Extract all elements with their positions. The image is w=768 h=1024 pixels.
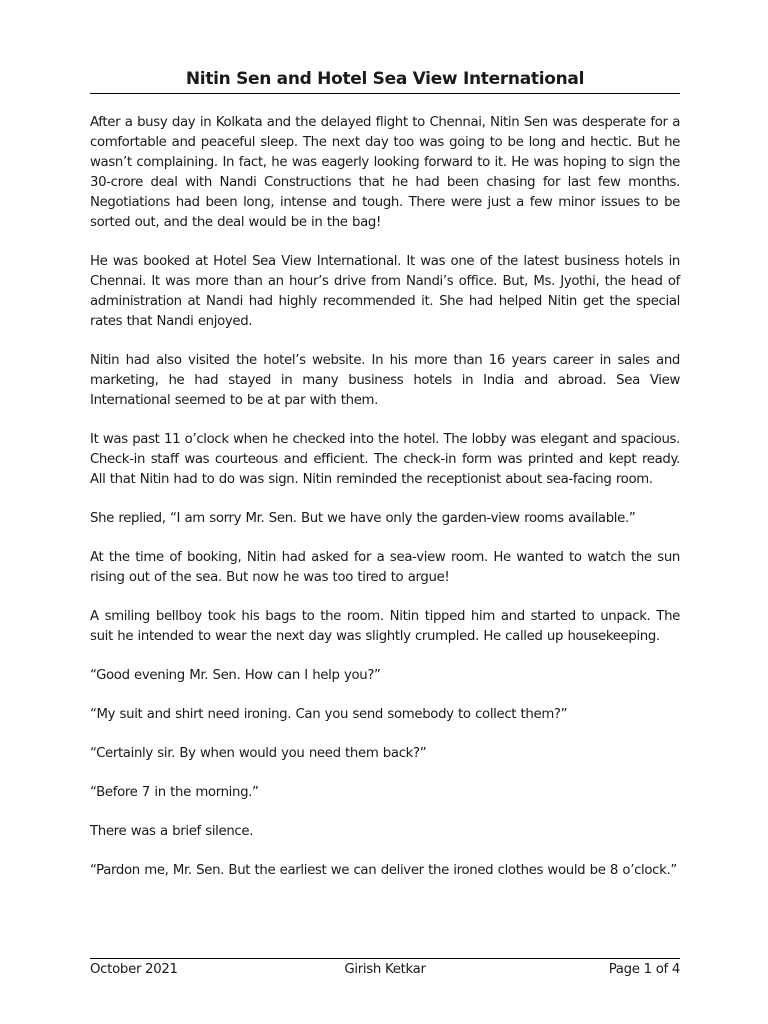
- paragraph: A smiling bellboy took his bags to the room. Nitin tipped him and started to unpack. The suit he intended to wear the next day was slightly crumpled. He called up housekeeping.: [90, 609, 680, 644]
- title-underline: [90, 93, 680, 94]
- paragraph: “Pardon me, Mr. Sen. But the earliest we can deliver the ironed clothes would be 8 o’clock.”: [90, 863, 677, 878]
- paragraph: He was booked at Hotel Sea View International. It was one of the latest business hotels in Chennai. It was more than an hour’s drive from Nandi’s office. But, Ms. Jyothi, the head of administration at Nandi had highly recommended it. She had helped Nitin get the special rates that Nandi enjoyed.: [90, 254, 680, 329]
- page-footer: [90, 960, 680, 980]
- paragraph: “Good evening Mr. Sen. How can I help you?”: [90, 668, 381, 683]
- paragraph: At the time of booking, Nitin had asked for a sea-view room. He wanted to watch the sun rising out of the sea. But now he was too tired to argue!: [90, 550, 680, 585]
- footer-page-number: Page 1 of 4: [608, 962, 680, 977]
- paragraph: “My suit and shirt need ironing. Can you send somebody to collect them?”: [90, 707, 568, 722]
- document-title: Nitin Sen and Hotel Sea View International: [185, 69, 585, 89]
- document-body: [90, 113, 680, 900]
- paragraph: After a busy day in Kolkata and the delayed flight to Chennai, Nitin Sen was desperate for a comfortable and peaceful sleep. The next day too was going to be long and hectic. But he wasn’t complaining. In fact, he was eagerly looking forward to it. He was hoping to sign the 30-crore deal with Nandi Constructions that he had been chasing for last few months. Negotiations had been long, intense and tough. There were just a few minor issues to be sorted out, and the deal would be in the bag!: [90, 115, 680, 230]
- document-page: [90, 0, 680, 1024]
- paragraph: Nitin had also visited the hotel’s website. In his more than 16 years career in sales and marketing, he had stayed in many business hotels in India and abroad. Sea View International seemed to be at par with them.: [90, 353, 680, 408]
- paragraph: “Before 7 in the morning.”: [90, 785, 259, 800]
- paragraph: She replied, “I am sorry Mr. Sen. But we have only the garden-view rooms available.”: [90, 511, 636, 526]
- paragraph: There was a brief silence.: [90, 824, 254, 839]
- footer-date: October 2021: [90, 962, 178, 977]
- paragraph: It was past 11 o’clock when he checked into the hotel. The lobby was elegant and spacious. Check-in staff was courteous and efficient. The check-in form was printed and kept ready. All that Nitin had to do was sign. Nitin reminded the receptionist about sea-facing room.: [90, 432, 680, 487]
- footer-divider: [90, 958, 680, 959]
- footer-author: Girish Ketkar: [344, 962, 426, 977]
- paragraph: “Certainly sir. By when would you need them back?”: [90, 746, 427, 761]
